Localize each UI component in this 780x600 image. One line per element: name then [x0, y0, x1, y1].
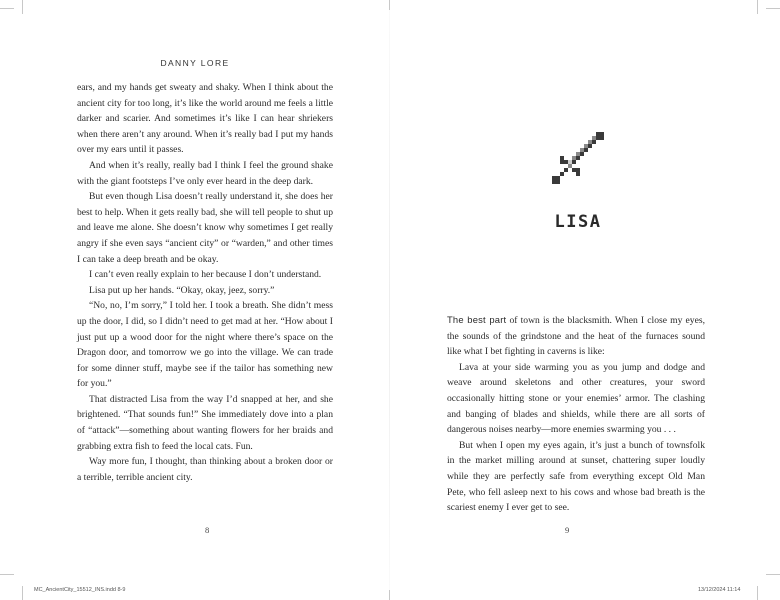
paragraph: But even though Lisa doesn’t really understand it, she does her best to help. When it gets really bad, she will tell people to shut up and leave me alone. She doesn’t know why sometimes I get really angry if she even says “ancient city” or “warden,” and other times I can take a deep breath and be okay. [77, 191, 333, 265]
sword-pixel [560, 160, 564, 164]
paragraph: “No, no, I’m sorry,” I told her. I took a breath. She didn’t mess up the door, I did, so I didn’t need to get mad at her. “How about I just put up a wood door for the night where there’s space on the Dragon door, and tomorrow we go into the village. We can trade for some dinner stuff, maybe see if the tailor has something new for you.” [77, 300, 333, 390]
crop-mark [766, 574, 780, 575]
sword-pixel [556, 180, 560, 184]
slug-file-name: MC_AncientCity_15512_INS.indd 8-9 [34, 587, 126, 593]
sword-pixel [592, 140, 596, 144]
sword-pixel [584, 148, 588, 152]
sword-pixel [572, 160, 576, 164]
sword-pixel [600, 136, 604, 140]
sword-pixel [576, 168, 580, 172]
paragraph: Lisa put up her hands. “Okay, okay, jeez, sorry.” [89, 284, 275, 296]
lead-in: The best part [447, 314, 507, 325]
paragraph: Way more fun, I thought, than thinking about a broken door or a terrible, terrible ancient city. [77, 456, 333, 483]
sword-pixel [596, 132, 600, 136]
sword-pixel [560, 172, 564, 176]
sword-pixel [588, 144, 592, 148]
paragraph: That distracted Lisa from the way I’d snapped at her, and she brightened. “That sounds fun!” She immediately dove into a plan of “attack”—something about wanting flowers for her braids and grabbing extra fish to feed the local cats. Fun. [77, 393, 333, 452]
page-number-right: 9 [565, 525, 570, 535]
right-body-text [447, 312, 705, 516]
sword-pixel [580, 148, 584, 152]
sword-pixel [572, 168, 576, 172]
crop-mark [757, 0, 758, 14]
sword-pixel [592, 136, 596, 140]
crop-mark [389, 0, 390, 10]
sword-pixel [588, 140, 592, 144]
paragraph: ears, and my hands get sweaty and shaky. When I think about the ancient city for too long, it’s like the world around me feels a little darker and scarier. And sometimes it’s like I can hear shriekers when there aren’t any around. When it’s really bad I put my hands over my ears until it passes. [77, 82, 333, 156]
sword-pixel [600, 132, 604, 136]
sword-pixel [576, 172, 580, 176]
sword-pixel [560, 156, 564, 160]
sword-pixel [552, 180, 556, 184]
crop-mark [0, 8, 14, 9]
sword-pixel [552, 176, 556, 180]
paragraph-rest: of town is the blacksmith. When I close my eyes, the sounds of the grindstone and the heat of the furnaces sound like what I bet fighting in caverns is like: [447, 315, 705, 358]
sword-pixel [580, 152, 584, 156]
running-head: DANNY LORE [160, 58, 230, 68]
paragraph: I can’t even really explain to her because I don’t understand. [89, 269, 322, 281]
crop-mark [22, 0, 23, 14]
sword-icon [552, 132, 604, 184]
sword-pixel [576, 152, 580, 156]
crop-mark [22, 586, 23, 600]
crop-mark [757, 586, 758, 600]
crop-mark [766, 8, 780, 9]
sword-pixel [584, 144, 588, 148]
page-number-left: 8 [205, 525, 210, 535]
sword-pixel [568, 164, 572, 168]
sword-pixel [572, 156, 576, 160]
sword-pixel [568, 160, 572, 164]
crop-mark [389, 590, 390, 600]
sword-pixel [564, 160, 568, 164]
crop-mark [0, 574, 14, 575]
paragraph: And when it’s really, really bad I think I feel the ground shake with the giant footsteps I’ve only ever heard in the deep dark. [77, 159, 333, 187]
left-body-text [77, 80, 333, 485]
paragraph [447, 312, 705, 360]
paragraph: Lava at your side warming you as you jump and dodge and weave around skeletons and other creatures, your sword occasionally hitting stone or your enemies’ armor. The clashing and banging of blades and shields, while there are all sorts of dangerous noises nearby—more enemies swarming you . . . [447, 361, 705, 436]
paragraph: But when I open my eyes again, it’s just a bunch of townsfolk in the market milling around at sunset, chattering super loudly while they are perfectly safe from everything except Old Man Pete, who fell asleep next to his cows and whose bad breath is the scariest enemy I ever get to see. [447, 439, 705, 514]
sword-pixel [596, 136, 600, 140]
chapter-title-text: LISA [554, 212, 602, 230]
chapter-title [548, 212, 608, 230]
sword-pixel [556, 176, 560, 180]
slug-timestamp: 13/12/2024 11:14 [698, 587, 741, 593]
sword-pixel [576, 156, 580, 160]
sword-pixel [564, 168, 568, 172]
